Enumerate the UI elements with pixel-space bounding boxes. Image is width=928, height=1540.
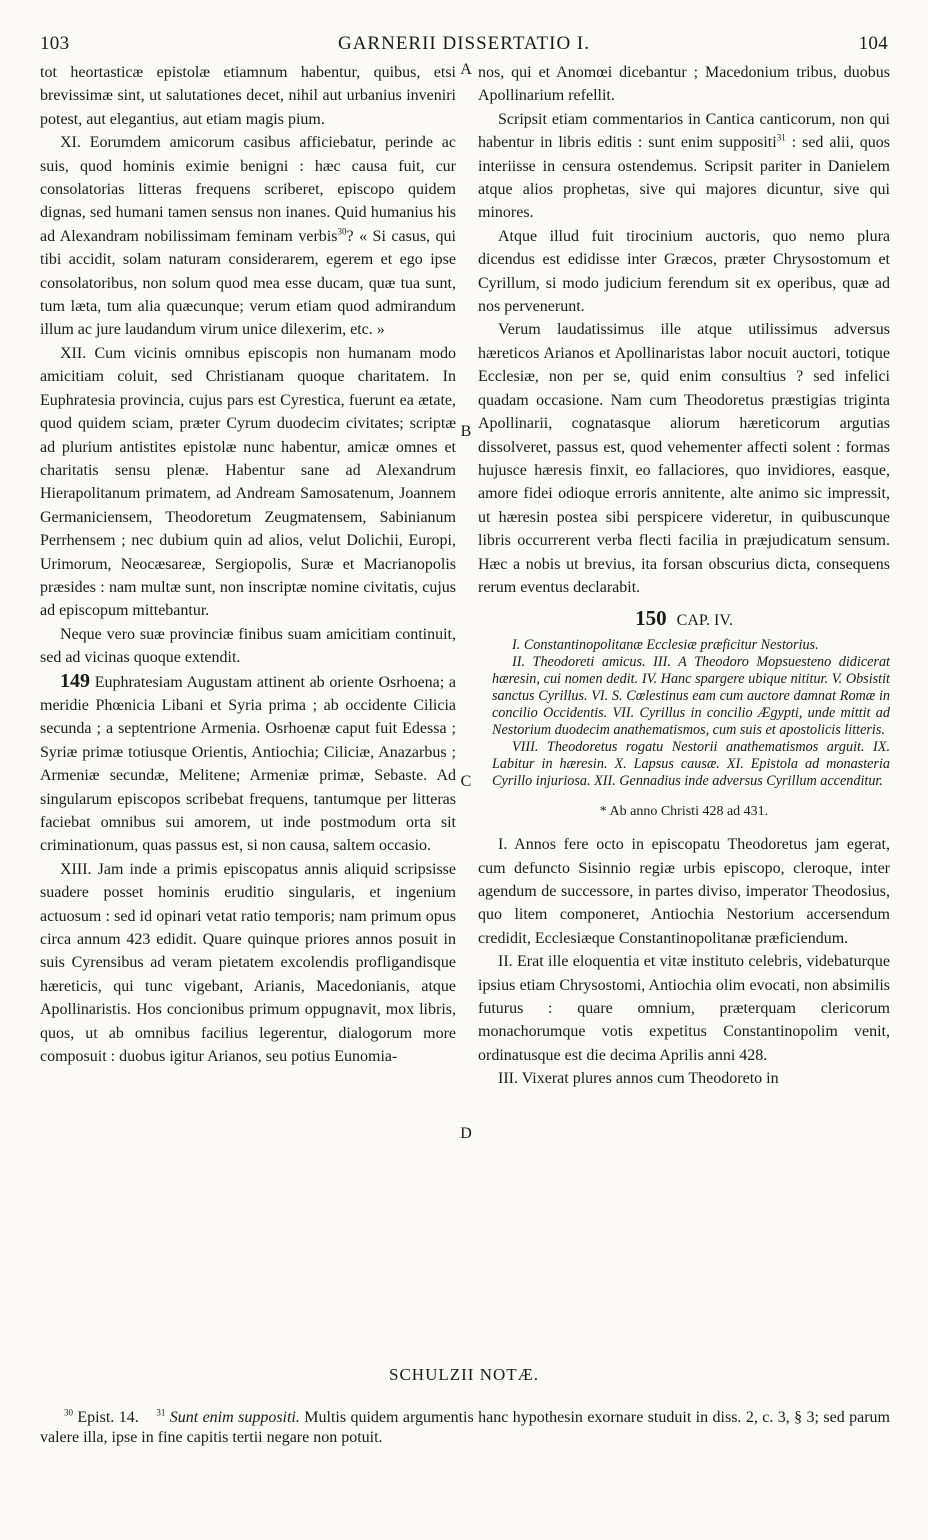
chapter-summary: II. Theodoreti amicus. III. A Theodoro Mopsuesteno didicerat hæresin, cui nomen dedit. IV. Hanc spargere ubique nititur. V. Obsistit sanctus Cyrillus. VI. S. Cœlestinus eam cum auctore damnat Romæ in concilio Occidentis. VII. Cyrillus in concilio Ægypti, unde mittit ad Nestorium duodecim anathematismos, cum suis et apostolicis litteris. — [492, 653, 890, 738]
footnote-30-31: $^{30}$ Epist. 14. $^{31}$ Sunt enim suppositi. Multis quidem argumentis hanc hypothesin exornare studuit in diss. 2, c. 3, § 3; sed parum valere illa, ipse in fine capitis tertii negare non potuit. — [40, 1407, 891, 1446]
paragraph-xiii: XIII. Jam inde a primis episcopatus annis aliquid scripsisse suadere posset hominis eruditio singularis, et ingenium actuosum : sed id opinari vetat ratio temporis; nam primum opus circa annum 423 edidit. Quare quinque priores annos posuit in suis Cyrensibus ad veram pietatem excolendis profligandisque hæreticis, qui tunc vigebant, Arianis, Macedonianis, atque Apollinaristis. Hos concionibus primum oppugnavit, mox libris, quos, ut ab omnibus facilius legerentur, dialogorum more composuit : duobus igitur Arianos, seu potius Eunomia- — [40, 860, 456, 1066]
running-title: GARNERII DISSERTATIO I. — [337, 33, 591, 54]
section-number: 150 — [635, 606, 667, 631]
paragraph: I. Annos fere octo in episcopatu Theodoretus jam egerat, cum defuncto Sisinnio regiæ urbis episcopo, cleroque, inter agendum de successore, in partes diviso, imperator Theodosius, quo litem componeret, Antiochia Nestorium accersendum credidit, Ecclesiæque Constantinopolitanæ præficiendum. — [478, 836, 890, 947]
footnote-ref-30: 30 — [337, 226, 347, 237]
paragraph-xii: XII. Cum vicinis omnibus episcopis non humanam modo amicitiam coluit, sed Christianam quoque charitatem. In Euphratesia provincia, cujus pars est Cyrestica, fuerunt ea ætate, quod quidem sciam, præter Cyrum duodecim civitates; scriptæ ad plurium antistites epistolæ nunc habentur, amicæ omnes et charitatis sensu plenæ. Habentur sane ad Alexandrum Hierapolitanum primatem, ad Andream Samosatenum, Joannem Germaniciensem, Theodoretum Zeugmatensem, Sabinianum Perrhensem ; nec dubium quin ad alios, velut Dolichii, Europi, Urimorum, Neocæsareæ, Sergiopolis, Suræ et Macrianopolis præsides : nam multæ sunt, non inscriptæ nomine civitatis, cujus ad episcopum mittebantur. — [40, 344, 456, 620]
section-number: 149 — [60, 669, 90, 692]
chapter-summary: VIII. Theodoretus rogatu Nestorii anathematismos arguit. IX. Labitur in hæresin. X. Lapsus causæ. XI. Epistola ad monasteria Cyrillo injuriosa. XII. Gennadius inde adversus Cyrillum accenditur. — [492, 738, 890, 789]
paragraph: Atque illud fuit tirocinium auctoris, quo nemo plura dicendus est edidisse inter Græcos, præter Chrysostomum et Cyrillum, si modo judicium ferendum sit ex operibus, quæ ad nos pervenerunt. — [478, 227, 890, 316]
margin-letter-a: A — [460, 61, 472, 78]
chapter-heading — [478, 607, 890, 632]
margin-letter-c: C — [460, 773, 472, 790]
paragraph: Verum laudatissimus ille atque utilissimus adversus hæreticos Arianos et Apollinaristas labor nocuit auctori, totique Ecclesiæ, non per se, quid enim consultius ? sed infelici quadam occasione. Nam cum Theodoretus præstigias triginta Apollinarii, cognatasque aliorum hæreticorum argutias dissolveret, passus est, quod vehementer affecti solent : formas hujusce hæresis finxit, eo fallaciores, quo invidiores, easque, amore fidei odioque erroris annitente, alte animo sic impressit, ut hæresin postea sibi perspicere videretur, in quibuscunque libris occurrerent verba flecti facilia in præjudicatum sensum. Hæc a nobis ut brevius, ita forsan obscurius dicta, consequens rerum eventus declarabit. — [478, 321, 890, 596]
margin-letter-d: D — [460, 1125, 472, 1142]
paragraph-xi: XI. Eorumdem amicorum casibus afficiebatur, perinde ac suis, quod hominis eximie benigni : hæc causa fuit, cur consolatorias litteras frequens scriberet, episcopo quidem dignas, sed humani tamen sensus non inanes. Quid humanius his ad Alexandram nobilissimam feminam verbis$^{30}$? « Si casus, qui tibi accidit, solam naturam considerarem, egerem et ego ipse consolatoribus, non solum quod mea esse ducam, quæ tua sunt, tum læta, tum alia quæcunque; verum etiam quod admirandum illum ac jure laudandum virum unice dilexerim, etc. » — [40, 134, 456, 339]
margin-letter-b: B — [460, 423, 472, 440]
page-number-right: 104 — [858, 33, 888, 54]
paragraph: Scripsit etiam commentarios in Cantica canticorum, non qui habentur in libris editis : sunt enim suppositi$^{31}$ : sed alii, quos interiisse in censura ostendemus. Scripsit pariter in Danielem atque alios prophetas, sive qui majores dicuntur, sive qui minores. — [478, 110, 891, 222]
paragraph: III. Vixerat plures annos cum Theodoreto in — [498, 1070, 779, 1088]
running-header — [40, 33, 888, 59]
paragraph: II. Erat ille eloquentia et vitæ instituto celebris, videbaturque ipsius etiam Chrysostomi, Antiochia olim evocati, non absimilis futurus : quare omnium, præterquam clericorum monachorumque votis expetitus Constantinopolim venit, ordinatusque est die decima Aprilis anni 428. — [478, 953, 890, 1064]
date-range: * Ab anno Christi 428 ad 431. — [599, 803, 769, 819]
paragraph-149: 149 Euphratesiam Augustam attinent ab oriente Osrhoena; a meridie Phœnicia Libani et Syria prima ; ab occidente Cilicia secunda ; a septentrione Armenia. Osrhoenæ caput fuit Edessa ; Syriæ primæ totiusque Orientis, Antiochia; Ciliciæ, Anazarbus ; Armeniæ secundæ, Melitene; Armeniæ primæ, Sebaste. Ad singularum episcopos scribebat frequens, tantumque per litteras faciebat omnibus sui amorem, ut inde postmodum orta sit criminationum, quas passus est, si non causa, saltem occasio. — [40, 669, 456, 855]
paragraph: nos, qui et Anomœi dicebantur ; Macedonium tribus, duobus Apollinarium refellit. — [478, 64, 890, 105]
notes-title: SCHULZII NOTÆ. — [389, 1365, 539, 1384]
footnote-ref-31: 31 — [776, 132, 786, 143]
chapter-title: CAP. IV. — [676, 612, 733, 630]
paragraph: tot heortasticæ epistolæ etiamnum habentur, quibus, etsi brevissimæ sint, ut salutationes decet, nihil aut urbanius inveniri potest, aut elegantius, aut etiam magis pium. — [40, 64, 456, 128]
left-column — [40, 61, 456, 1068]
page-number-left: 103 — [40, 33, 70, 54]
footnotes — [40, 1408, 890, 1448]
chapter-summary: I. Constantinopolitanæ Ecclesiæ præficitur Nestorius. — [512, 636, 819, 653]
paragraph: Neque vero suæ provinciæ finibus suam amicitiam continuit, sed ad vicinas quoque extendit. — [40, 625, 456, 667]
right-column — [478, 61, 890, 1091]
